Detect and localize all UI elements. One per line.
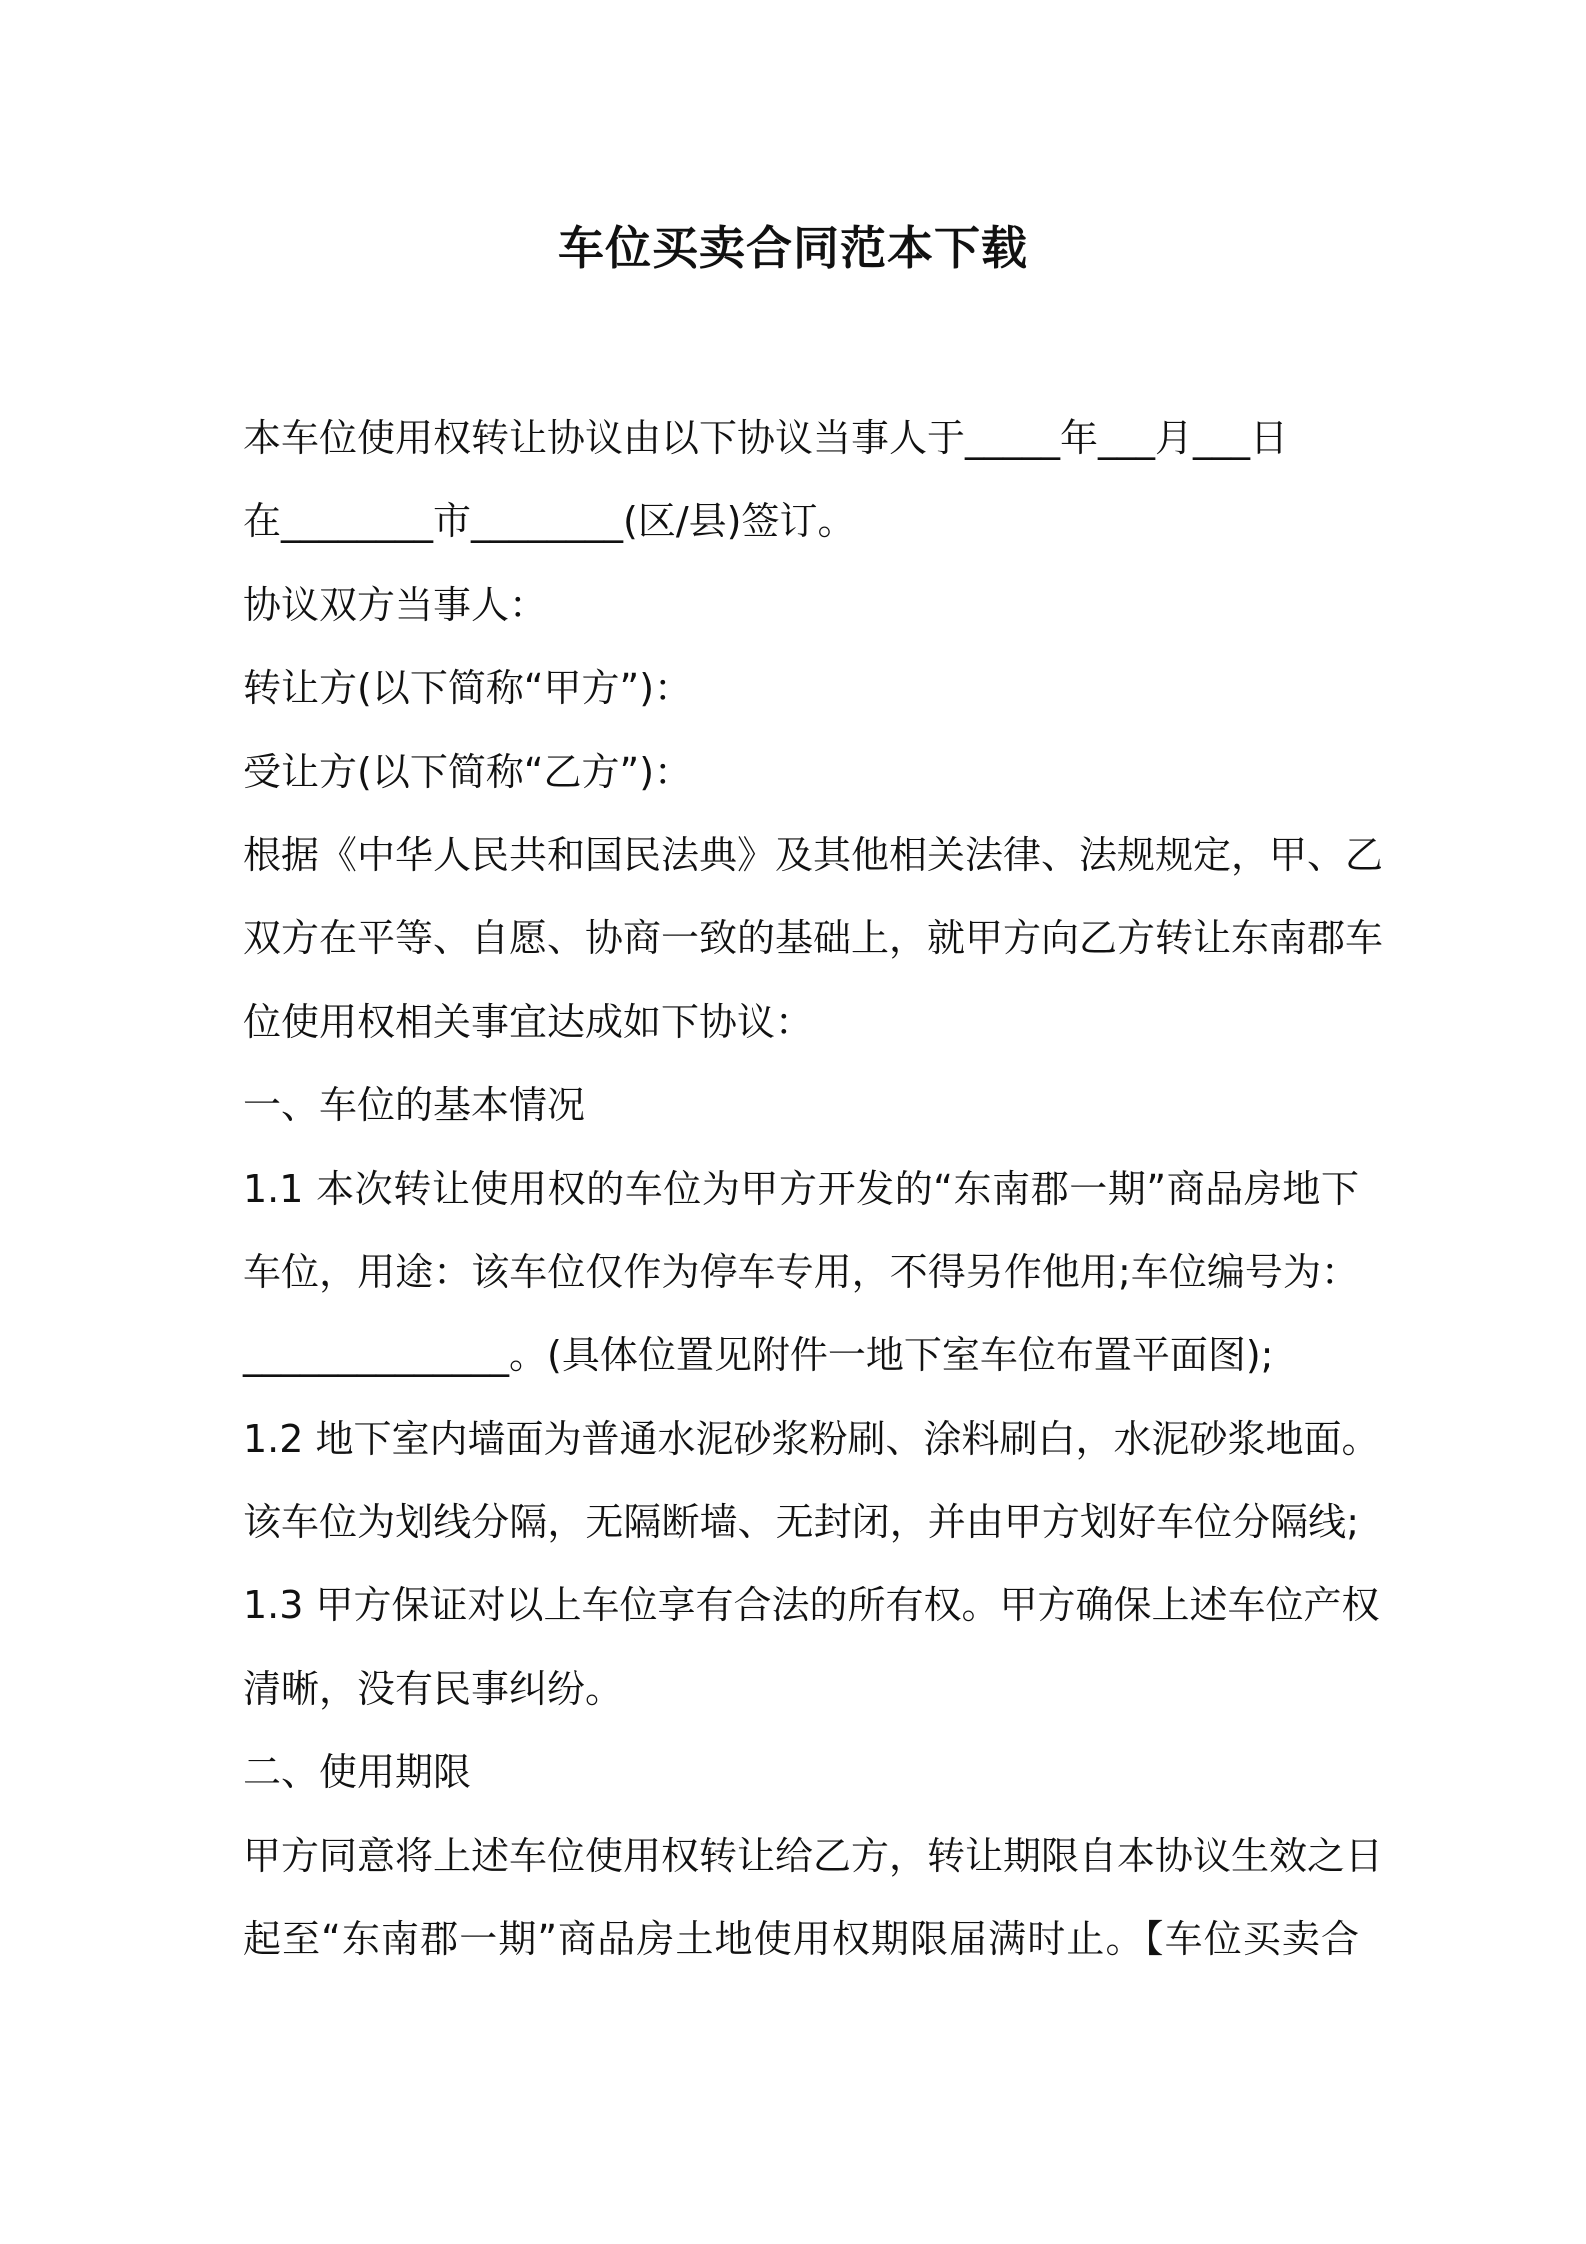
section-heading: 二、使用期限 (243, 1750, 472, 1795)
paragraph-line: ______________。(具体位置见附件一地下室车位布置平面图); (243, 1333, 1274, 1378)
paragraph-line: 车位，用途：该车位仅作为停车专用，不得另作他用;车位编号为： (243, 1249, 1359, 1294)
section-heading: 一、车位的基本情况 (243, 1083, 586, 1128)
paragraph-line: 甲方同意将上述车位使用权转让给乙方，转让期限自本协议生效之日 (243, 1833, 1384, 1878)
paragraph-line: 本车位使用权转让协议由以下协议当事人于_____年___月___日 (243, 416, 1289, 460)
paragraph-line: 清晰，没有民事纠纷。 (243, 1666, 624, 1711)
paragraph-line: 1.1 本次转让使用权的车位为甲方开发的“东南郡一期”商品房地下 (243, 1166, 1359, 1211)
paragraph-line: 在________市________(区/县)签订。 (243, 499, 856, 544)
document-title: 车位买卖合同范本下载 (558, 221, 1028, 275)
paragraph-line: 协议双方当事人： (243, 582, 548, 627)
paragraph-line: 该车位为划线分隔，无隔断墙、无封闭，并由甲方划好车位分隔线; (243, 1500, 1359, 1545)
paragraph-line: 1.2 地下室内墙面为普通水泥砂浆粉刷、涂料刷白，水泥砂浆地面。 (243, 1416, 1380, 1461)
paragraph-line: 双方在平等、自愿、协商一致的基础上，就甲方向乙方转让东南郡车 (243, 916, 1384, 961)
document-body (243, 408, 1384, 1992)
paragraph-line: 起至“东南郡一期”商品房土地使用权期限届满时止。【车位买卖合 (243, 1917, 1359, 1962)
paragraph-line: 根据《中华人民共和国民法典》及其他相关法律、法规规定，甲、乙 (243, 832, 1384, 877)
paragraph-line: 受让方(以下简称“乙方”)： (243, 749, 693, 794)
paragraph-line: 位使用权相关事宜达成如下协议： (243, 999, 814, 1044)
paragraph-line: 1.3 甲方保证对以上车位享有合法的所有权。甲方确保上述车位产权 (243, 1583, 1380, 1628)
paragraph-line: 转让方(以下简称“甲方”)： (243, 666, 693, 711)
